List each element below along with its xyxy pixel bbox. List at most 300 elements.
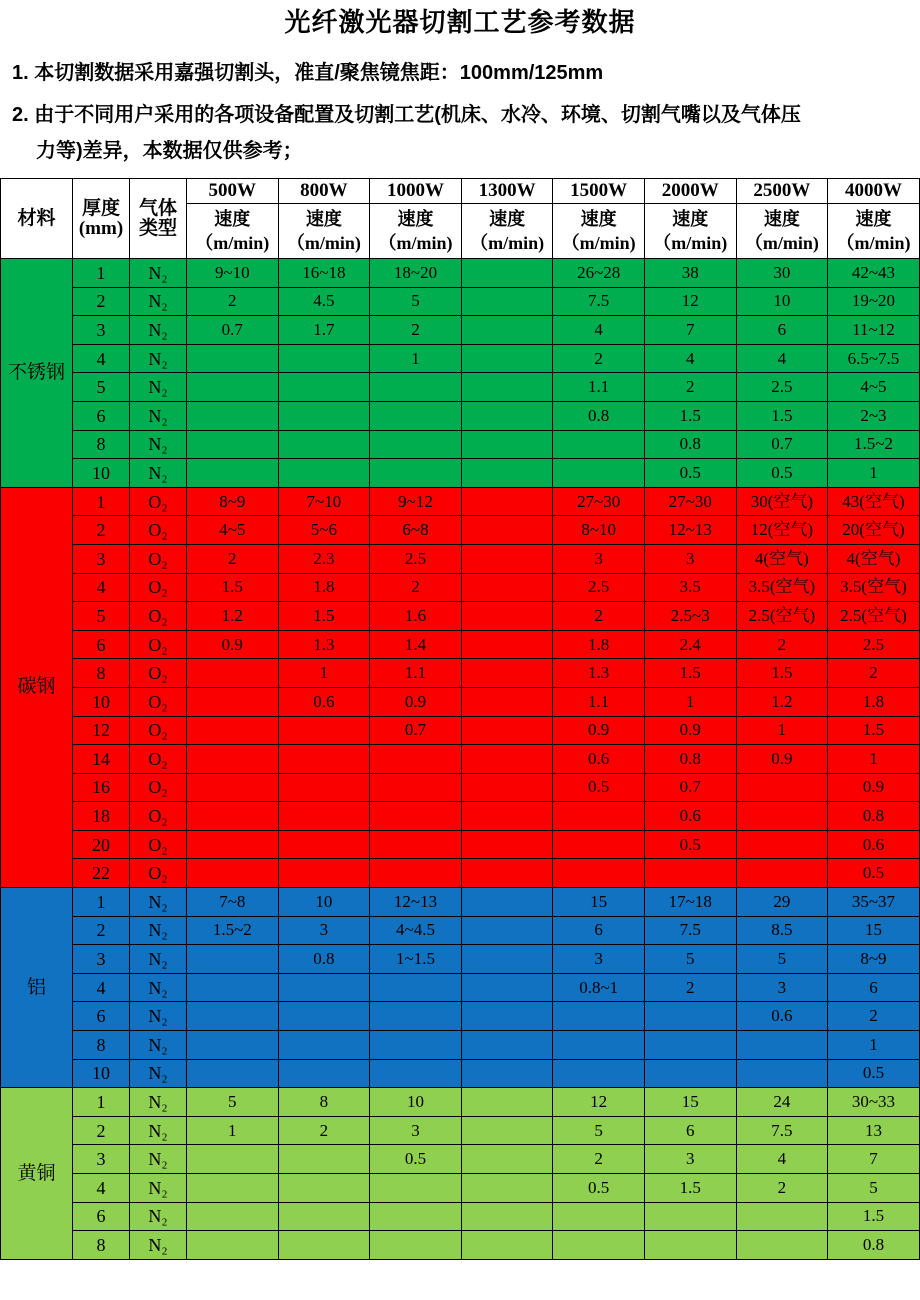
table-row bbox=[1, 830, 920, 859]
table-row bbox=[1, 945, 920, 974]
speed-cell: 0.9 bbox=[736, 745, 828, 774]
speed-cell bbox=[461, 630, 553, 659]
table-row bbox=[1, 802, 920, 831]
speed-cell bbox=[278, 1031, 370, 1060]
speed-cell bbox=[461, 945, 553, 974]
gas-cell: O₂ bbox=[130, 802, 187, 831]
speed-cell: 0.8~1 bbox=[553, 973, 645, 1002]
thickness-cell: 10 bbox=[73, 1059, 130, 1088]
speed-cell bbox=[461, 487, 553, 516]
table-row bbox=[1, 687, 920, 716]
gas-cell: O₂ bbox=[130, 859, 187, 888]
speed-cell: 2 bbox=[736, 630, 828, 659]
thickness-cell: 1 bbox=[73, 888, 130, 917]
speed-cell: 18~20 bbox=[370, 259, 462, 288]
table-row bbox=[1, 1031, 920, 1060]
speed-cell bbox=[461, 973, 553, 1002]
thickness-cell: 16 bbox=[73, 773, 130, 802]
speed-cell: 1.2 bbox=[187, 602, 279, 631]
speed-cell: 1.5 bbox=[644, 659, 736, 688]
speed-cell: 15 bbox=[828, 916, 920, 945]
speed-cell bbox=[736, 1031, 828, 1060]
speed-cell bbox=[187, 859, 279, 888]
header-row-powers bbox=[1, 179, 920, 204]
gas-cell: N₂ bbox=[130, 973, 187, 1002]
speed-cell bbox=[461, 859, 553, 888]
speed-cell: 1 bbox=[644, 687, 736, 716]
speed-cell: 1.5 bbox=[187, 573, 279, 602]
speed-cell bbox=[461, 316, 553, 345]
gas-cell: N₂ bbox=[130, 373, 187, 402]
speed-cell: 42~43 bbox=[828, 259, 920, 288]
thickness-cell: 4 bbox=[73, 344, 130, 373]
gas-cell: N₂ bbox=[130, 259, 187, 288]
speed-cell: 30~33 bbox=[828, 1088, 920, 1117]
speed-cell: 43(空气) bbox=[828, 487, 920, 516]
speed-cell: 27~30 bbox=[553, 487, 645, 516]
header-gas-type bbox=[130, 179, 187, 259]
speed-cell bbox=[278, 716, 370, 745]
speed-cell bbox=[187, 973, 279, 1002]
speed-cell bbox=[461, 1145, 553, 1174]
speed-cell: 5 bbox=[553, 1116, 645, 1145]
thickness-cell: 6 bbox=[73, 1202, 130, 1231]
header-thickness-label: 厚度 bbox=[81, 197, 120, 219]
speed-cell: 2.5 bbox=[370, 544, 462, 573]
speed-cell: 3 bbox=[553, 544, 645, 573]
speed-cell: 4~5 bbox=[187, 516, 279, 545]
speed-cell bbox=[278, 1174, 370, 1203]
speed-cell bbox=[644, 1059, 736, 1088]
cutting-data-table bbox=[0, 178, 920, 1260]
speed-cell bbox=[278, 745, 370, 774]
speed-cell: 2 bbox=[187, 544, 279, 573]
speed-cell bbox=[736, 1231, 828, 1260]
speed-cell bbox=[187, 401, 279, 430]
speed-cell: 0.9 bbox=[644, 716, 736, 745]
material-cell: 不锈钢 bbox=[1, 259, 73, 488]
speed-cell: 1 bbox=[828, 459, 920, 488]
note-1: 1. 本切割数据采用嘉强切割头，准直/聚焦镜焦距：100mm/125mm bbox=[12, 62, 604, 84]
speed-cell: 2 bbox=[370, 316, 462, 345]
speed-cell: 0.8 bbox=[828, 1231, 920, 1260]
speed-cell bbox=[278, 1202, 370, 1231]
speed-cell bbox=[461, 373, 553, 402]
header-speed-4000w: 速度 （m/min) bbox=[828, 204, 920, 259]
table-row bbox=[1, 916, 920, 945]
gas-cell: N₂ bbox=[130, 1231, 187, 1260]
speed-cell bbox=[461, 802, 553, 831]
speed-cell bbox=[461, 516, 553, 545]
speed-cell bbox=[736, 802, 828, 831]
gas-cell: N₂ bbox=[130, 401, 187, 430]
note-2-line-2: 力等)差异，本数据仅供参考； bbox=[36, 140, 303, 162]
speed-cell: 1.8 bbox=[553, 630, 645, 659]
speed-cell: 4 bbox=[736, 344, 828, 373]
speed-cell bbox=[187, 1059, 279, 1088]
speed-cell: 0.5 bbox=[828, 859, 920, 888]
speed-cell: 2.5~3 bbox=[644, 602, 736, 631]
speed-cell: 9~12 bbox=[370, 487, 462, 516]
gas-cell: N₂ bbox=[130, 1202, 187, 1231]
speed-cell bbox=[461, 830, 553, 859]
speed-cell: 7~10 bbox=[278, 487, 370, 516]
table-row bbox=[1, 316, 920, 345]
speed-cell bbox=[370, 1202, 462, 1231]
speed-cell: 2.5(空气) bbox=[736, 602, 828, 631]
thickness-cell: 3 bbox=[73, 945, 130, 974]
speed-cell: 7.5 bbox=[644, 916, 736, 945]
speed-cell: 0.9 bbox=[187, 630, 279, 659]
speed-cell bbox=[370, 859, 462, 888]
speed-cell bbox=[370, 1031, 462, 1060]
gas-cell: N₂ bbox=[130, 1174, 187, 1203]
speed-cell bbox=[370, 1174, 462, 1203]
thickness-cell: 8 bbox=[73, 659, 130, 688]
speed-cell bbox=[461, 1088, 553, 1117]
speed-cell bbox=[278, 1059, 370, 1088]
speed-cell: 30(空气) bbox=[736, 487, 828, 516]
speed-cell: 3.5(空气) bbox=[828, 573, 920, 602]
thickness-cell: 22 bbox=[73, 859, 130, 888]
header-power-2500w: 2500W bbox=[736, 179, 828, 204]
speed-cell bbox=[187, 1002, 279, 1031]
speed-cell bbox=[461, 1174, 553, 1203]
table-row bbox=[1, 659, 920, 688]
speed-cell: 2 bbox=[187, 287, 279, 316]
speed-cell: 12 bbox=[553, 1088, 645, 1117]
speed-cell bbox=[553, 1202, 645, 1231]
speed-cell bbox=[461, 344, 553, 373]
header-speed-800w: 速度 （m/min) bbox=[278, 204, 370, 259]
speed-cell: 3 bbox=[278, 916, 370, 945]
header-speed-1300w: 速度 （m/min) bbox=[461, 204, 553, 259]
thickness-cell: 20 bbox=[73, 830, 130, 859]
speed-cell: 0.6 bbox=[278, 687, 370, 716]
gas-cell: N₂ bbox=[130, 1088, 187, 1117]
speed-cell bbox=[736, 773, 828, 802]
note-2 bbox=[12, 97, 914, 169]
speed-cell: 12~13 bbox=[370, 888, 462, 917]
speed-cell: 2 bbox=[553, 1145, 645, 1174]
speed-cell: 8 bbox=[278, 1088, 370, 1117]
header-speed-2500w: 速度 （m/min) bbox=[736, 204, 828, 259]
table-row bbox=[1, 1231, 920, 1260]
speed-cell: 8~10 bbox=[553, 516, 645, 545]
speed-cell: 13 bbox=[828, 1116, 920, 1145]
speed-cell: 12(空气) bbox=[736, 516, 828, 545]
speed-cell: 1.5 bbox=[278, 602, 370, 631]
speed-cell bbox=[278, 773, 370, 802]
speed-cell bbox=[461, 716, 553, 745]
speed-cell bbox=[370, 773, 462, 802]
speed-cell bbox=[370, 1059, 462, 1088]
table-row bbox=[1, 544, 920, 573]
speed-cell: 0.9 bbox=[553, 716, 645, 745]
speed-cell: 2.5(空气) bbox=[828, 602, 920, 631]
speed-cell: 4.5 bbox=[278, 287, 370, 316]
speed-cell: 5 bbox=[644, 945, 736, 974]
speed-cell: 10 bbox=[278, 888, 370, 917]
speed-cell: 3.5 bbox=[644, 573, 736, 602]
speed-cell: 1 bbox=[278, 659, 370, 688]
gas-cell: O₂ bbox=[130, 573, 187, 602]
speed-cell: 2 bbox=[553, 344, 645, 373]
thickness-cell: 8 bbox=[73, 1231, 130, 1260]
speed-cell: 2 bbox=[736, 1174, 828, 1203]
thickness-cell: 4 bbox=[73, 973, 130, 1002]
speed-cell bbox=[461, 1002, 553, 1031]
speed-cell: 0.6 bbox=[644, 802, 736, 831]
speed-cell: 6 bbox=[736, 316, 828, 345]
thickness-cell: 12 bbox=[73, 716, 130, 745]
gas-cell: N₂ bbox=[130, 316, 187, 345]
gas-cell: O₂ bbox=[130, 687, 187, 716]
speed-cell: 1.5 bbox=[736, 659, 828, 688]
speed-cell bbox=[278, 859, 370, 888]
gas-cell: O₂ bbox=[130, 516, 187, 545]
speed-cell: 2.4 bbox=[644, 630, 736, 659]
table-row bbox=[1, 773, 920, 802]
header-power-800w: 800W bbox=[278, 179, 370, 204]
table-row bbox=[1, 344, 920, 373]
speed-cell: 6.5~7.5 bbox=[828, 344, 920, 373]
gas-cell: O₂ bbox=[130, 659, 187, 688]
speed-cell bbox=[553, 459, 645, 488]
table-row bbox=[1, 716, 920, 745]
speed-cell: 12 bbox=[644, 287, 736, 316]
speed-cell bbox=[461, 1031, 553, 1060]
speed-cell bbox=[461, 1116, 553, 1145]
speed-cell: 4(空气) bbox=[736, 544, 828, 573]
speed-cell bbox=[644, 1202, 736, 1231]
thickness-cell: 18 bbox=[73, 802, 130, 831]
gas-cell: N₂ bbox=[130, 1059, 187, 1088]
table-row bbox=[1, 859, 920, 888]
speed-cell: 1.5~2 bbox=[187, 916, 279, 945]
thickness-cell: 2 bbox=[73, 287, 130, 316]
speed-cell: 35~37 bbox=[828, 888, 920, 917]
speed-cell: 1 bbox=[828, 1031, 920, 1060]
table-row bbox=[1, 1088, 920, 1117]
speed-cell bbox=[278, 1002, 370, 1031]
speed-cell: 20(空气) bbox=[828, 516, 920, 545]
gas-cell: N₂ bbox=[130, 1145, 187, 1174]
gas-cell: O₂ bbox=[130, 773, 187, 802]
speed-cell: 0.7 bbox=[736, 430, 828, 459]
thickness-cell: 4 bbox=[73, 573, 130, 602]
speed-cell: 1.6 bbox=[370, 602, 462, 631]
speed-cell bbox=[461, 602, 553, 631]
speed-cell: 8.5 bbox=[736, 916, 828, 945]
gas-cell: O₂ bbox=[130, 745, 187, 774]
speed-cell: 2 bbox=[644, 373, 736, 402]
speed-cell bbox=[278, 373, 370, 402]
speed-cell: 0.7 bbox=[187, 316, 279, 345]
note-2-line-1: 2. 由于不同用户采用的各项设备配置及切割工艺(机床、水冷、环境、切割气嘴以及气体压 bbox=[12, 104, 801, 126]
speed-cell: 16~18 bbox=[278, 259, 370, 288]
speed-cell: 10 bbox=[370, 1088, 462, 1117]
header-power-1000w: 1000W bbox=[370, 179, 462, 204]
speed-cell: 2.5 bbox=[553, 573, 645, 602]
table-body bbox=[1, 259, 920, 1260]
speed-cell: 1.2 bbox=[736, 687, 828, 716]
speed-cell bbox=[736, 859, 828, 888]
speed-cell bbox=[736, 1202, 828, 1231]
speed-cell bbox=[736, 1059, 828, 1088]
speed-cell bbox=[187, 1174, 279, 1203]
speed-cell: 15 bbox=[553, 888, 645, 917]
speed-cell bbox=[553, 1031, 645, 1060]
speed-cell bbox=[278, 830, 370, 859]
speed-cell bbox=[187, 687, 279, 716]
speed-cell bbox=[370, 401, 462, 430]
speed-cell: 0.8 bbox=[644, 745, 736, 774]
speed-cell: 2 bbox=[553, 602, 645, 631]
speed-cell: 7 bbox=[644, 316, 736, 345]
speed-cell: 0.8 bbox=[828, 802, 920, 831]
speed-cell bbox=[644, 1002, 736, 1031]
speed-cell: 1.4 bbox=[370, 630, 462, 659]
header-gas-label-2: 类型 bbox=[138, 217, 177, 239]
speed-cell: 1.8 bbox=[278, 573, 370, 602]
gas-cell: N₂ bbox=[130, 344, 187, 373]
speed-cell: 3 bbox=[644, 1145, 736, 1174]
speed-cell: 6~8 bbox=[370, 516, 462, 545]
speed-cell bbox=[553, 859, 645, 888]
speed-cell bbox=[461, 659, 553, 688]
table-row bbox=[1, 630, 920, 659]
gas-cell: N₂ bbox=[130, 1002, 187, 1031]
speed-cell: 1.5 bbox=[828, 1202, 920, 1231]
speed-cell bbox=[370, 830, 462, 859]
table-row bbox=[1, 373, 920, 402]
table-row bbox=[1, 259, 920, 288]
speed-cell bbox=[461, 1059, 553, 1088]
speed-cell: 1.8 bbox=[828, 687, 920, 716]
header-power-500w: 500W bbox=[187, 179, 279, 204]
speed-cell bbox=[370, 459, 462, 488]
speed-cell: 1.1 bbox=[370, 659, 462, 688]
speed-cell: 0.5 bbox=[553, 773, 645, 802]
speed-cell: 1.5 bbox=[736, 401, 828, 430]
speed-cell bbox=[461, 430, 553, 459]
speed-cell bbox=[736, 830, 828, 859]
table-row bbox=[1, 1002, 920, 1031]
speed-cell: 0.8 bbox=[278, 945, 370, 974]
speed-cell bbox=[553, 1059, 645, 1088]
thickness-cell: 6 bbox=[73, 401, 130, 430]
speed-cell: 30 bbox=[736, 259, 828, 288]
table-row bbox=[1, 745, 920, 774]
speed-cell bbox=[278, 1231, 370, 1260]
gas-cell: N₂ bbox=[130, 945, 187, 974]
speed-cell: 3.5(空气) bbox=[736, 573, 828, 602]
speed-cell bbox=[644, 1231, 736, 1260]
speed-cell bbox=[278, 401, 370, 430]
speed-cell bbox=[370, 1002, 462, 1031]
table-row bbox=[1, 1059, 920, 1088]
header-gas-label: 气体 bbox=[138, 197, 177, 219]
table-row bbox=[1, 1145, 920, 1174]
speed-cell: 0.5 bbox=[644, 830, 736, 859]
table-row bbox=[1, 287, 920, 316]
header-speed-2000w: 速度 （m/min) bbox=[644, 204, 736, 259]
speed-cell bbox=[187, 430, 279, 459]
speed-cell: 4~4.5 bbox=[370, 916, 462, 945]
speed-cell bbox=[187, 745, 279, 774]
speed-cell bbox=[187, 1031, 279, 1060]
speed-cell bbox=[461, 687, 553, 716]
speed-cell: 0.5 bbox=[644, 459, 736, 488]
gas-cell: N₂ bbox=[130, 888, 187, 917]
speed-cell: 6 bbox=[644, 1116, 736, 1145]
header-material: 材料 bbox=[1, 179, 73, 259]
speed-cell: 19~20 bbox=[828, 287, 920, 316]
header-power-1300w: 1300W bbox=[461, 179, 553, 204]
speed-cell bbox=[553, 430, 645, 459]
speed-cell: 27~30 bbox=[644, 487, 736, 516]
speed-cell bbox=[278, 802, 370, 831]
speed-cell: 5 bbox=[736, 945, 828, 974]
speed-cell bbox=[278, 459, 370, 488]
thickness-cell: 6 bbox=[73, 1002, 130, 1031]
speed-cell: 6 bbox=[553, 916, 645, 945]
speed-cell: 6 bbox=[828, 973, 920, 1002]
speed-cell bbox=[461, 888, 553, 917]
speed-cell: 4~5 bbox=[828, 373, 920, 402]
speed-cell: 7~8 bbox=[187, 888, 279, 917]
speed-cell bbox=[370, 802, 462, 831]
speed-cell: 0.9 bbox=[828, 773, 920, 802]
speed-cell bbox=[187, 659, 279, 688]
thickness-cell: 3 bbox=[73, 1145, 130, 1174]
speed-cell: 4 bbox=[553, 316, 645, 345]
speed-cell: 1.1 bbox=[553, 373, 645, 402]
gas-cell: O₂ bbox=[130, 716, 187, 745]
speed-cell: 0.7 bbox=[644, 773, 736, 802]
speed-cell bbox=[187, 716, 279, 745]
speed-cell: 1 bbox=[187, 1116, 279, 1145]
speed-cell bbox=[370, 973, 462, 1002]
header-power-4000w: 4000W bbox=[828, 179, 920, 204]
speed-cell: 38 bbox=[644, 259, 736, 288]
page-title: 光纤激光器切割工艺参考数据 bbox=[284, 7, 636, 37]
speed-cell bbox=[187, 344, 279, 373]
speed-cell bbox=[187, 802, 279, 831]
speed-cell bbox=[370, 373, 462, 402]
speed-cell: 2.3 bbox=[278, 544, 370, 573]
speed-cell bbox=[187, 773, 279, 802]
speed-cell: 1.5~2 bbox=[828, 430, 920, 459]
speed-cell bbox=[461, 745, 553, 774]
thickness-cell: 3 bbox=[73, 316, 130, 345]
speed-cell bbox=[461, 259, 553, 288]
header-speed-1000w: 速度 （m/min) bbox=[370, 204, 462, 259]
speed-cell: 1.3 bbox=[278, 630, 370, 659]
speed-cell: 0.8 bbox=[644, 430, 736, 459]
table-header bbox=[1, 179, 920, 259]
table-row bbox=[1, 401, 920, 430]
thickness-cell: 1 bbox=[73, 259, 130, 288]
speed-cell: 1.3 bbox=[553, 659, 645, 688]
material-cell: 铝 bbox=[1, 888, 73, 1088]
speed-cell: 7.5 bbox=[736, 1116, 828, 1145]
speed-cell: 3 bbox=[644, 544, 736, 573]
speed-cell bbox=[370, 1231, 462, 1260]
speed-cell bbox=[461, 916, 553, 945]
speed-cell bbox=[187, 459, 279, 488]
